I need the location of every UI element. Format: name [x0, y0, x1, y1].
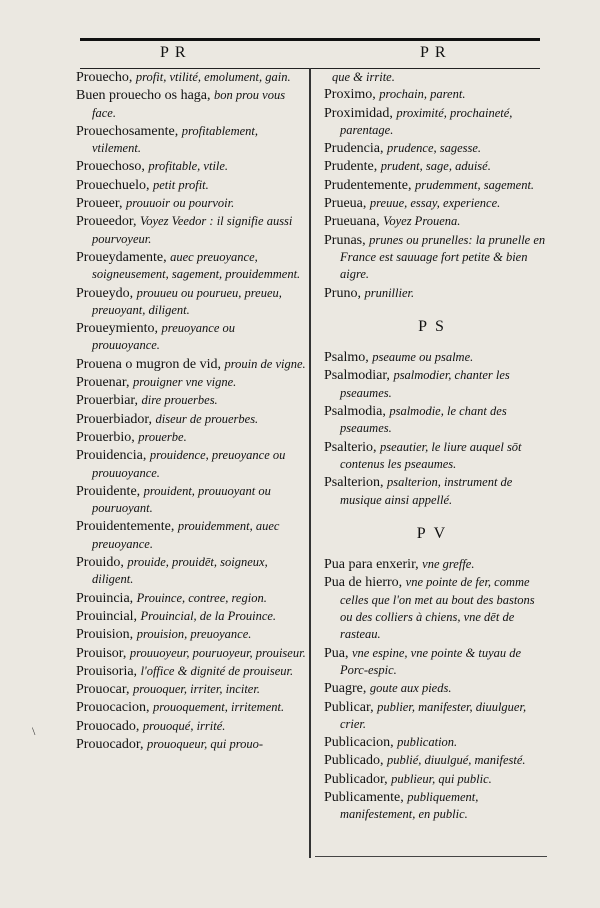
top-rule: [80, 38, 540, 41]
translation: pseaume ou psalme.: [372, 350, 474, 365]
dictionary-entry: [76, 681, 306, 698]
headword: Prouido,: [76, 555, 128, 571]
dictionary-entry: [76, 158, 306, 175]
dictionary-entry: [324, 574, 546, 643]
dictionary-entry: [324, 232, 546, 284]
dictionary-entry: [324, 140, 546, 157]
translation: Prouincial, de la Prouince.: [140, 608, 277, 623]
headword: Prouincia,: [76, 590, 137, 606]
dictionary-entry: [76, 447, 306, 482]
headword: Psalmo,: [324, 350, 373, 366]
translation: preuue, essay, experience.: [369, 196, 501, 211]
dictionary-entry: [324, 285, 546, 302]
headword: Prouocador,: [76, 736, 147, 752]
ps-entry-list: [324, 349, 546, 509]
headword: Buen prouecho os haga,: [76, 88, 215, 104]
headword: Prouocar,: [76, 682, 133, 698]
dictionary-entry: [76, 483, 306, 518]
translation: publié, diuulgué, manifesté.: [387, 753, 526, 768]
dictionary-entry: [76, 554, 306, 589]
translation: l'office & dignité de prouiseur.: [140, 663, 294, 678]
translation: goute aux pieds.: [369, 681, 452, 696]
dictionary-entry: [324, 645, 546, 680]
dictionary-entry: [76, 411, 306, 428]
pv-entry-list: [324, 556, 546, 823]
headword: Prouidencia,: [76, 448, 150, 464]
dictionary-entry: [76, 249, 306, 284]
dictionary-entry: [76, 374, 306, 391]
translation: vne greffe.: [422, 557, 475, 572]
dictionary-entry: [324, 699, 546, 734]
headword: Prueuana,: [324, 214, 384, 230]
dictionary-entry: [76, 626, 306, 643]
dictionary-entry: [324, 734, 546, 751]
headword: Prueua,: [324, 196, 370, 212]
section-heading-ps: PS: [418, 317, 452, 335]
translation: prouoquement, irritement.: [152, 700, 285, 715]
translation: diseur de prouerbes.: [155, 411, 259, 426]
translation: prouin de vigne.: [224, 356, 306, 371]
translation: publier, manifester, diuulguer, crier.: [340, 699, 527, 731]
headword: Prouocacion,: [76, 700, 153, 716]
dictionary-entry: [324, 86, 546, 103]
dictionary-entry: [324, 403, 546, 438]
headword: Psalmodia,: [324, 404, 390, 420]
dictionary-entry: [324, 556, 546, 573]
right-column: [324, 69, 546, 825]
headword: Prouerbiar,: [76, 393, 142, 409]
translation: pseautier, le liure auquel sōt contenus les pseaumes.: [340, 439, 522, 471]
headword: Prudencia,: [324, 141, 387, 157]
left-column: [76, 69, 306, 754]
translation: prouigner vne vigne.: [132, 375, 237, 390]
dictionary-entry: [76, 87, 306, 122]
translation: profitablement, vtilement.: [92, 123, 259, 156]
dictionary-entry: [76, 392, 306, 409]
translation: prouident, prouuoyant ou pouruoyant.: [92, 483, 271, 516]
headword: Prudente,: [324, 159, 381, 175]
dictionary-entry: [76, 177, 306, 194]
translation: psalmodie, le chant des pseaumes.: [340, 404, 507, 436]
translation: proximité, prochaineté, parentage.: [340, 105, 513, 137]
dictionary-entry: [76, 123, 306, 158]
headword: Publicador,: [324, 771, 392, 787]
translation: prunes ou prunelles: la prunelle en France est sauuage fort petite & bien aigre.: [340, 232, 546, 282]
headword: Pua,: [324, 645, 352, 661]
dictionary-entry: [324, 105, 546, 140]
translation: vne pointe de fer, comme celles que l'on met au bout des bastons ou des colliers à chiens, vne dēt de rasteau.: [340, 575, 535, 642]
translation: bon prou vous face.: [92, 88, 286, 120]
translation: psalterion, instrument de musique ainsi appellé.: [340, 475, 513, 507]
translation: prouuoyeur, pouruoyeur, prouiseur.: [129, 645, 306, 660]
headword: Publicado,: [324, 753, 387, 769]
headword: Psalmodiar,: [324, 368, 394, 384]
dictionary-entry: [324, 177, 546, 194]
headword: Proueer,: [76, 196, 126, 212]
running-head-right: PR: [420, 44, 452, 61]
dictionary-entry: [76, 590, 306, 607]
dictionary-entry: [76, 663, 306, 680]
translation: prouerbe.: [138, 429, 187, 444]
translation: prouoqueur, qui prouo-: [146, 736, 264, 751]
translation: prouoquer, irriter, inciter.: [132, 682, 260, 697]
continuation-line: que & irrite.: [332, 70, 395, 84]
bottom-rule: [315, 856, 547, 857]
headword: Proximidad,: [324, 105, 397, 121]
headword: Publicamente,: [324, 789, 408, 805]
translation: prouidemment, auec preuoyance.: [92, 519, 280, 551]
dictionary-entry: [324, 367, 546, 402]
dictionary-entry: [76, 518, 306, 553]
translation: prunillier.: [364, 285, 415, 300]
translation: vne espine, vne pointe & tuyau de Porc-espic.: [340, 645, 522, 677]
headword: Publicar,: [324, 699, 378, 715]
dictionary-entry: [76, 285, 306, 320]
translation: prudent, sage, aduisé.: [380, 159, 491, 174]
headword: Prunas,: [324, 232, 370, 248]
headword: Prouidentemente,: [76, 519, 178, 535]
dictionary-entry: [324, 752, 546, 769]
headword: Pua de hierro,: [324, 575, 406, 591]
pr-entry-list: [324, 86, 546, 302]
dictionary-entry: [76, 195, 306, 212]
headword: Prouincial,: [76, 608, 141, 624]
dictionary-entry: [76, 699, 306, 716]
dictionary-entry: [76, 645, 306, 662]
headword: Prouisor,: [76, 645, 130, 661]
column-divider: [309, 68, 311, 858]
headword: Psalterio,: [324, 439, 380, 455]
translation: Voyez Prouena.: [383, 214, 461, 229]
translation: publiquement, manifestement, en public.: [340, 789, 479, 822]
translation: publieur, qui public.: [391, 771, 492, 786]
margin-mark: \: [32, 724, 36, 738]
dictionary-entry: [324, 158, 546, 175]
translation: prouueu ou pourueu, preueu, preuoyant, diligent.: [92, 285, 282, 317]
dictionary-entry: [324, 349, 546, 366]
headword: Prouechoso,: [76, 159, 149, 175]
translation: prudemment, sagement.: [414, 177, 535, 192]
translation: prouidence, preuoyance ou prouuoyance.: [92, 448, 286, 480]
headword: Publicacion,: [324, 735, 398, 751]
translation: profit, vtilité, emolument, gain.: [135, 70, 291, 84]
headword: Prouerbio,: [76, 429, 139, 445]
dictionary-entry: [324, 789, 546, 824]
headword: Prouisoria,: [76, 663, 141, 679]
translation: prouoqué, irrité.: [142, 718, 226, 733]
translation: profitable, vtile.: [148, 159, 229, 174]
headword: Prouision,: [76, 627, 137, 643]
headword: Prouena o mugron de vid,: [76, 356, 225, 372]
headword: Psalterion,: [324, 475, 387, 491]
dictionary-entry: [324, 213, 546, 230]
dictionary-entry: [76, 213, 306, 248]
dictionary-entry: [324, 195, 546, 212]
section-heading-pv: PV: [416, 524, 454, 542]
dictionary-entry: [76, 429, 306, 446]
translation: preuoyance ou prouuoyance.: [92, 321, 236, 353]
headword: Pua para enxerir,: [324, 557, 423, 573]
headword: Proueydamente,: [76, 249, 171, 265]
running-head-left: PR: [160, 44, 192, 61]
translation: petit profit.: [152, 177, 209, 192]
translation: auec preuoyance, soigneusement, sagement, prouidemment.: [92, 249, 301, 282]
dictionary-entry: [324, 474, 546, 509]
dictionary-entry: [76, 69, 306, 86]
left-entry-list: [76, 69, 306, 753]
dictionary-entry: [324, 771, 546, 788]
headword: Proueymiento,: [76, 321, 162, 337]
dictionary-entry: [324, 680, 546, 697]
dictionary-entry: [76, 356, 306, 373]
headword: Pruno,: [324, 285, 365, 301]
translation: prouide, prouidēt, soigneux, diligent.: [92, 555, 268, 587]
headword: Proximo,: [324, 87, 380, 103]
headword: Prouenar,: [76, 375, 133, 391]
translation: prouuoir ou pourvoir.: [125, 196, 235, 211]
headword: Prouechosamente,: [76, 123, 182, 139]
headword: Prouerbiador,: [76, 411, 156, 427]
dictionary-entry: [76, 608, 306, 625]
translation: dire prouerbes.: [141, 393, 218, 408]
headword: Prouecho,: [76, 70, 136, 85]
headword: Proueedor,: [76, 214, 140, 230]
dictionary-entry: [76, 718, 306, 735]
translation: prudence, sagesse.: [386, 141, 482, 156]
translation: Voyez Veedor : il signifie aussi pourvoyeur.: [92, 214, 293, 246]
headword: Prouechuelo,: [76, 177, 153, 193]
dictionary-entry: [76, 320, 306, 355]
translation: Prouince, contree, region.: [136, 590, 267, 605]
translation: publication.: [397, 735, 458, 750]
dictionary-entry: [76, 736, 306, 753]
headword: Prouidente,: [76, 483, 144, 499]
headword: Prouocado,: [76, 718, 143, 734]
headword: Prudentemente,: [324, 177, 415, 193]
headword: Puagre,: [324, 681, 370, 697]
translation: prouision, preuoyance.: [136, 627, 252, 642]
headword: Proueydo,: [76, 285, 137, 301]
translation: psalmodier, chanter les pseaumes.: [340, 368, 510, 400]
translation: prochain, parent.: [379, 87, 466, 102]
dictionary-entry: [324, 439, 546, 474]
